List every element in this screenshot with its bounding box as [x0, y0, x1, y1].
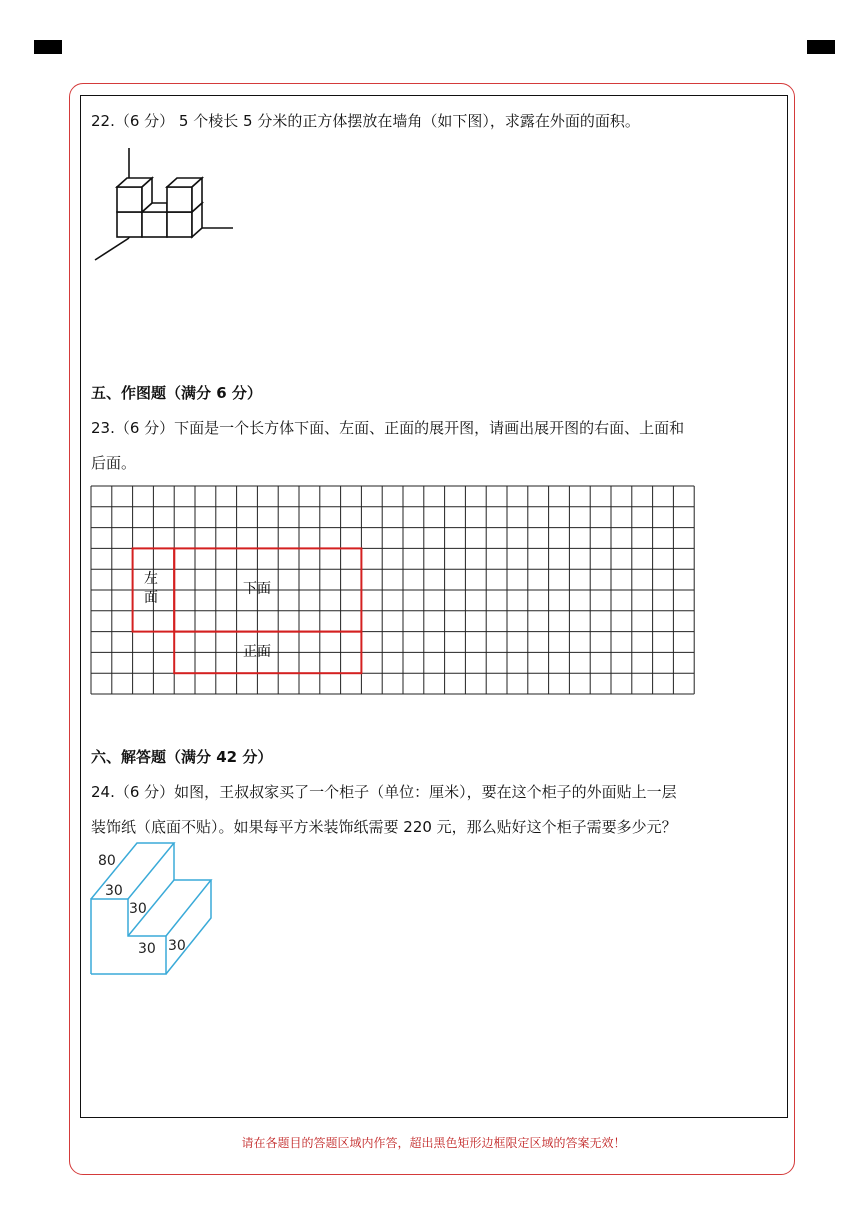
dim-top-depth-label: 30 — [105, 883, 123, 899]
cube-bottom-2 — [142, 212, 167, 237]
question-24-line-1: 24.（6 分）如图，王叔叔家买了一个柜子（单位：厘米），要在这个柜子的外面贴上一层 — [91, 783, 677, 801]
question-23-line-1: 23.（6 分）下面是一个长方体下面、左面、正面的展开图，请画出展开图的右面、上面和 — [91, 419, 685, 437]
dim-bottom-width-label: 30 — [138, 941, 156, 957]
left-face-label-1: 左 — [144, 571, 158, 587]
cube-top-1 — [117, 187, 142, 212]
question-22-text: 22.（6 分） 5 个棱长 5 分米的正方体摆放在墙角（如下图），求露在外面的面积。 — [91, 112, 640, 130]
cube-top-2 — [167, 187, 192, 212]
question-24-line-2: 装饰纸（底面不贴）。如果每平方米装饰纸需要 220 元，那么贴好这个柜子需要多少元？ — [91, 818, 677, 836]
bottom-face-label: 下面 — [243, 581, 271, 597]
wall-floor-left-line — [95, 238, 129, 260]
net-drawing-grid[interactable] — [91, 486, 697, 694]
footer-warning-note: 请在各题目的答题区域内作答，超出黑色矩形边框限定区域的答案无效！ — [241, 1136, 626, 1150]
front-face-label: 正面 — [243, 644, 271, 660]
dim-bottom-depth-label: 30 — [168, 938, 186, 954]
grid-lines — [91, 486, 694, 694]
section-5-title: 五、作图题（满分 6 分） — [91, 384, 262, 402]
cabinet-top-tall — [91, 843, 174, 899]
cubes-in-corner-figure — [90, 145, 240, 265]
corner-mark-right — [807, 40, 835, 54]
dim-height-label: 80 — [98, 853, 116, 869]
corner-mark-left — [34, 40, 62, 54]
dim-step-label: 30 — [129, 901, 147, 917]
cabinet-figure — [88, 840, 218, 980]
cube-bottom-3 — [167, 212, 192, 237]
left-face-label-2: 面 — [144, 590, 158, 606]
cube-bottom-1 — [117, 212, 142, 237]
section-6-title: 六、解答题（满分 42 分） — [91, 748, 273, 766]
question-23-line-2: 后面。 — [91, 454, 137, 472]
